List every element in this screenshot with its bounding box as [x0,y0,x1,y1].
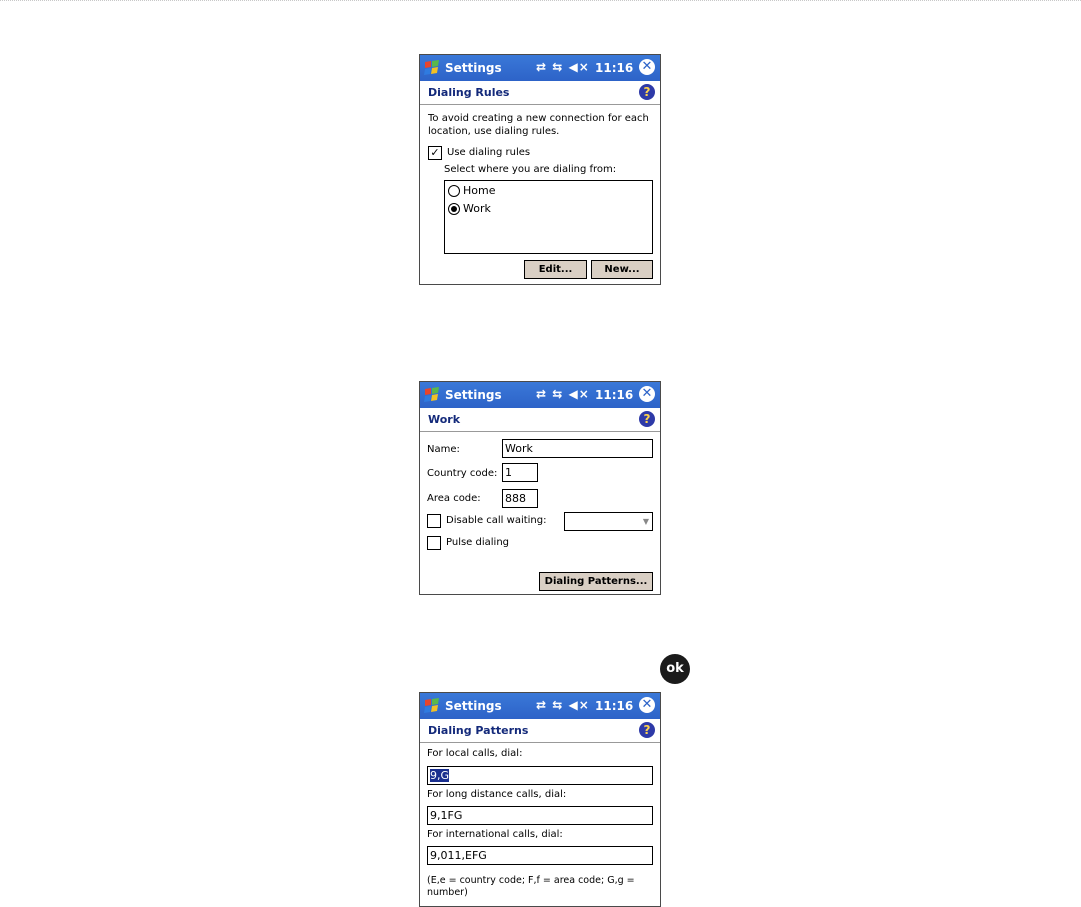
home-radio[interactable] [448,185,460,197]
new-button[interactable]: New... [591,260,653,279]
disable-call-waiting-checkbox[interactable] [427,514,441,528]
app-title: Settings [445,699,502,713]
work-label[interactable]: Work [463,202,491,215]
area-code-label: Area code: [427,493,481,504]
select-location-label: Select where you are dialing from: [444,164,617,175]
title-bar [420,55,660,81]
edit-button[interactable]: Edit... [524,260,587,279]
close-icon[interactable]: ✕ [639,59,655,75]
local-calls-field[interactable] [427,766,653,785]
use-rules-checkbox[interactable]: ✓ [428,146,442,160]
page-header [420,81,660,105]
call-waiting-dropdown[interactable] [564,512,653,531]
page-top-rule [0,0,1081,1]
name-field[interactable]: Work [502,439,653,458]
connectivity-volume-icons[interactable]: ⇄ ⇆ ◀× [536,698,590,712]
dialing-patterns-button[interactable]: Dialing Patterns... [539,572,653,591]
page-title: Work [428,413,461,426]
page-header [420,408,660,432]
close-icon[interactable]: ✕ [639,386,655,402]
home-label[interactable]: Home [463,184,496,197]
dialing-patterns-screen [419,692,661,907]
page-title: Dialing Patterns [428,724,529,737]
work-location-screen [419,381,661,595]
disable-call-waiting-label: Disable call waiting: [446,515,547,526]
page-header [420,719,660,743]
ok-icon: ok [660,654,690,684]
connectivity-volume-icons[interactable]: ⇄ ⇆ ◀× [536,387,590,401]
clock[interactable]: 11:16 [595,699,634,713]
app-title: Settings [445,61,502,75]
long-distance-label: For long distance calls, dial: [427,789,567,800]
help-icon[interactable]: ? [639,722,655,738]
local-calls-label: For local calls, dial: [427,748,523,759]
local-calls-value: 9,G [430,769,450,782]
location-list[interactable] [444,180,653,254]
long-distance-field[interactable]: 9,1FG [427,806,653,825]
windows-start-icon[interactable] [423,697,441,715]
windows-start-icon[interactable] [423,59,441,77]
windows-start-icon[interactable] [423,386,441,404]
name-label: Name: [427,444,460,455]
title-bar [420,693,660,719]
international-label: For international calls, dial: [427,829,563,840]
close-icon[interactable]: ✕ [639,697,655,713]
pulse-dialing-label: Pulse dialing [446,537,510,548]
help-icon[interactable]: ? [639,411,655,427]
area-code-field[interactable]: 888 [502,489,538,508]
dialing-rules-screen [419,54,661,285]
app-title: Settings [445,388,502,402]
use-rules-label: Use dialing rules [447,147,531,158]
connectivity-volume-icons[interactable]: ⇄ ⇆ ◀× [536,60,590,74]
pulse-dialing-checkbox[interactable] [427,536,441,550]
work-radio[interactable] [448,203,460,215]
help-icon[interactable]: ? [639,84,655,100]
page-title: Dialing Rules [428,86,510,99]
country-code-field[interactable]: 1 [502,463,538,482]
country-code-label: Country code: [427,468,498,479]
intro-text: To avoid creating a new connection for each location, use dialing rules. [428,113,649,137]
clock[interactable]: 11:16 [595,388,634,402]
title-bar [420,382,660,408]
chevron-down-icon[interactable]: ▼ [642,517,649,526]
international-field[interactable]: 9,011,EFG [427,846,653,865]
pattern-legend: (E,e = country code; F,f = area code; G,g = number) [427,875,635,898]
clock[interactable]: 11:16 [595,61,634,75]
